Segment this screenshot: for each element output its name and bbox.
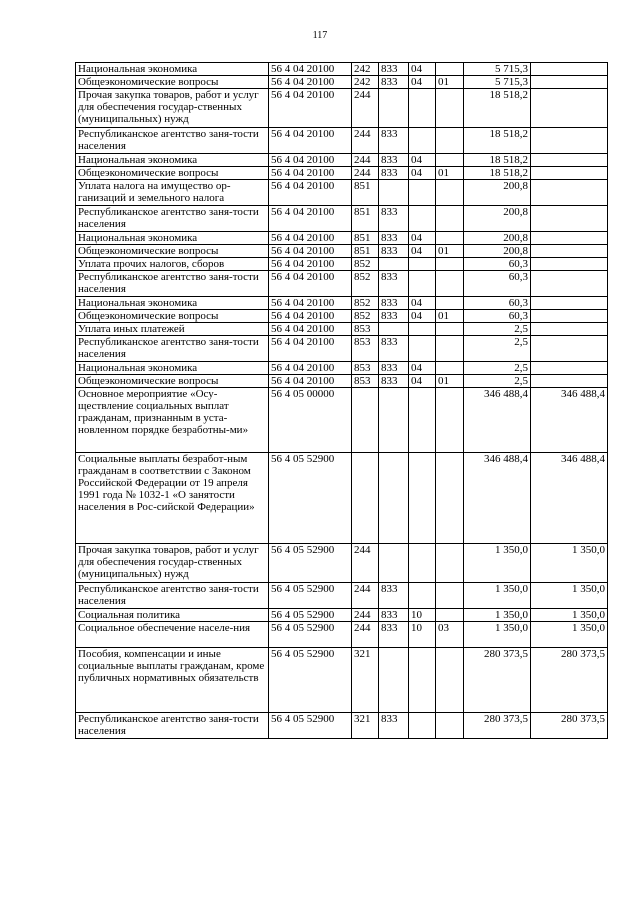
department-cell: 833: [379, 362, 409, 375]
target-code-cell: 56 4 04 20100: [269, 128, 352, 154]
expense-type-cell: [352, 388, 379, 453]
expense-type-cell: 244: [352, 128, 379, 154]
amount-cell: 2,5: [464, 336, 531, 362]
row-name-cell: Национальная экономика: [76, 154, 269, 167]
table-row: [76, 362, 608, 375]
expense-type-cell: 851: [352, 206, 379, 232]
amount-cell: 280 373,5: [464, 648, 531, 713]
target-code-cell: 56 4 04 20100: [269, 206, 352, 232]
expense-type-cell: 321: [352, 713, 379, 739]
department-cell: 833: [379, 375, 409, 388]
department-cell: 833: [379, 310, 409, 323]
subsection-cell: [436, 63, 464, 76]
amount-cell: 200,8: [464, 245, 531, 258]
table-row: [76, 128, 608, 154]
target-code-cell: 56 4 04 20100: [269, 63, 352, 76]
department-cell: [379, 544, 409, 583]
expense-type-cell: 853: [352, 362, 379, 375]
subsection-cell: [436, 271, 464, 297]
amount-cell: [531, 154, 608, 167]
table-row: [76, 648, 608, 713]
subsection-cell: [436, 128, 464, 154]
table-row: [76, 622, 608, 648]
department-cell: [379, 180, 409, 206]
table-row: [76, 336, 608, 362]
table-row: [76, 375, 608, 388]
row-name-cell: Социальное обеспечение населе-ния: [76, 622, 269, 648]
expense-type-cell: 851: [352, 180, 379, 206]
section-cell: 10: [409, 609, 436, 622]
department-cell: 833: [379, 609, 409, 622]
department-cell: 833: [379, 583, 409, 609]
row-name-cell: Уплата прочих налогов, сборов: [76, 258, 269, 271]
amount-cell: [531, 76, 608, 89]
target-code-cell: 56 4 04 20100: [269, 245, 352, 258]
expense-type-cell: 852: [352, 271, 379, 297]
amount-cell: [531, 206, 608, 232]
amount-cell: [531, 336, 608, 362]
amount-cell: [531, 180, 608, 206]
section-cell: [409, 258, 436, 271]
subsection-cell: 01: [436, 76, 464, 89]
amount-cell: [531, 245, 608, 258]
expense-type-cell: 244: [352, 622, 379, 648]
row-name-cell: Общеэкономические вопросы: [76, 310, 269, 323]
expense-type-cell: 244: [352, 609, 379, 622]
expense-type-cell: 853: [352, 336, 379, 362]
amount-cell: 1 350,0: [464, 544, 531, 583]
table-row: [76, 310, 608, 323]
row-name-cell: Прочая закупка товаров, работ и услуг для обеспечения государ-ственных (муниципальных) нужд: [76, 544, 269, 583]
row-name-cell: Республиканское агентство заня-тости населения: [76, 336, 269, 362]
target-code-cell: 56 4 04 20100: [269, 76, 352, 89]
row-name-cell: Республиканское агентство заня-тости населения: [76, 583, 269, 609]
target-code-cell: 56 4 04 20100: [269, 271, 352, 297]
target-code-cell: 56 4 04 20100: [269, 89, 352, 128]
section-cell: [409, 128, 436, 154]
subsection-cell: [436, 583, 464, 609]
target-code-cell: 56 4 04 20100: [269, 362, 352, 375]
section-cell: 04: [409, 375, 436, 388]
section-cell: 04: [409, 154, 436, 167]
subsection-cell: [436, 609, 464, 622]
target-code-cell: 56 4 04 20100: [269, 297, 352, 310]
section-cell: [409, 180, 436, 206]
budget-table-body: [76, 63, 608, 739]
department-cell: 833: [379, 713, 409, 739]
target-code-cell: 56 4 05 52900: [269, 648, 352, 713]
target-code-cell: 56 4 05 52900: [269, 453, 352, 544]
table-row: [76, 206, 608, 232]
amount-cell: [531, 323, 608, 336]
expense-type-cell: 852: [352, 258, 379, 271]
amount-cell: 346 488,4: [531, 388, 608, 453]
amount-cell: 2,5: [464, 375, 531, 388]
expense-type-cell: 242: [352, 63, 379, 76]
row-name-cell: Общеэкономические вопросы: [76, 375, 269, 388]
amount-cell: 1 350,0: [464, 583, 531, 609]
table-row: [76, 154, 608, 167]
department-cell: 833: [379, 63, 409, 76]
amount-cell: 200,8: [464, 232, 531, 245]
department-cell: 833: [379, 206, 409, 232]
amount-cell: 18 518,2: [464, 89, 531, 128]
section-cell: [409, 388, 436, 453]
table-row: [76, 232, 608, 245]
section-cell: [409, 583, 436, 609]
row-name-cell: Основное мероприятие «Осу-ществление социальных выплат гражданам, признанным в уста-новленном порядке безработны-ми»: [76, 388, 269, 453]
amount-cell: [531, 167, 608, 180]
target-code-cell: 56 4 04 20100: [269, 154, 352, 167]
expense-type-cell: 851: [352, 232, 379, 245]
department-cell: 833: [379, 232, 409, 245]
amount-cell: 280 373,5: [464, 713, 531, 739]
budget-table: [75, 62, 608, 739]
department-cell: 833: [379, 167, 409, 180]
row-name-cell: Национальная экономика: [76, 63, 269, 76]
table-row: [76, 89, 608, 128]
row-name-cell: Республиканское агентство заня-тости населения: [76, 271, 269, 297]
subsection-cell: [436, 336, 464, 362]
amount-cell: 2,5: [464, 323, 531, 336]
section-cell: 04: [409, 297, 436, 310]
target-code-cell: 56 4 05 52900: [269, 713, 352, 739]
subsection-cell: [436, 206, 464, 232]
amount-cell: 1 350,0: [531, 609, 608, 622]
section-cell: 04: [409, 310, 436, 323]
amount-cell: 1 350,0: [464, 622, 531, 648]
subsection-cell: 01: [436, 310, 464, 323]
expense-type-cell: 244: [352, 583, 379, 609]
department-cell: [379, 388, 409, 453]
row-name-cell: Общеэкономические вопросы: [76, 76, 269, 89]
amount-cell: 200,8: [464, 180, 531, 206]
amount-cell: 60,3: [464, 271, 531, 297]
amount-cell: [531, 362, 608, 375]
row-name-cell: Пособия, компенсации и иные социальные выплаты гражданам, кроме публичных нормативных обязательств: [76, 648, 269, 713]
amount-cell: 60,3: [464, 258, 531, 271]
amount-cell: 346 488,4: [464, 388, 531, 453]
table-row: [76, 245, 608, 258]
row-name-cell: Прочая закупка товаров, работ и услуг для обеспечения государ-ственных (муниципальных) нужд: [76, 89, 269, 128]
amount-cell: 18 518,2: [464, 167, 531, 180]
expense-type-cell: 853: [352, 375, 379, 388]
subsection-cell: [436, 648, 464, 713]
table-row: [76, 609, 608, 622]
row-name-cell: Республиканское агентство заня-тости населения: [76, 206, 269, 232]
subsection-cell: [436, 258, 464, 271]
target-code-cell: 56 4 05 52900: [269, 544, 352, 583]
row-name-cell: Общеэкономические вопросы: [76, 245, 269, 258]
expense-type-cell: 852: [352, 297, 379, 310]
row-name-cell: Общеэкономические вопросы: [76, 167, 269, 180]
table-row: [76, 544, 608, 583]
expense-type-cell: 852: [352, 310, 379, 323]
section-cell: [409, 453, 436, 544]
amount-cell: 200,8: [464, 206, 531, 232]
section-cell: 04: [409, 63, 436, 76]
amount-cell: [531, 310, 608, 323]
table-row: [76, 713, 608, 739]
subsection-cell: [436, 713, 464, 739]
target-code-cell: 56 4 04 20100: [269, 180, 352, 206]
amount-cell: [531, 375, 608, 388]
target-code-cell: 56 4 05 00000: [269, 388, 352, 453]
expense-type-cell: 853: [352, 323, 379, 336]
amount-cell: [531, 89, 608, 128]
section-cell: [409, 271, 436, 297]
amount-cell: 5 715,3: [464, 76, 531, 89]
row-name-cell: Национальная экономика: [76, 297, 269, 310]
subsection-cell: [436, 297, 464, 310]
amount-cell: [531, 63, 608, 76]
amount-cell: 60,3: [464, 297, 531, 310]
amount-cell: 1 350,0: [464, 609, 531, 622]
department-cell: 833: [379, 76, 409, 89]
subsection-cell: 01: [436, 375, 464, 388]
amount-cell: 60,3: [464, 310, 531, 323]
amount-cell: 1 350,0: [531, 544, 608, 583]
subsection-cell: [436, 362, 464, 375]
target-code-cell: 56 4 05 52900: [269, 622, 352, 648]
row-name-cell: Социальная политика: [76, 609, 269, 622]
row-name-cell: Республиканское агентство заня-тости населения: [76, 128, 269, 154]
target-code-cell: 56 4 04 20100: [269, 258, 352, 271]
expense-type-cell: 851: [352, 245, 379, 258]
section-cell: [409, 713, 436, 739]
table-row: [76, 63, 608, 76]
section-cell: 04: [409, 245, 436, 258]
expense-type-cell: 244: [352, 544, 379, 583]
subsection-cell: 03: [436, 622, 464, 648]
department-cell: 833: [379, 128, 409, 154]
amount-cell: 1 350,0: [531, 583, 608, 609]
amount-cell: 2,5: [464, 362, 531, 375]
table-row: [76, 583, 608, 609]
amount-cell: [531, 297, 608, 310]
amount-cell: 280 373,5: [531, 648, 608, 713]
subsection-cell: [436, 323, 464, 336]
target-code-cell: 56 4 04 20100: [269, 323, 352, 336]
amount-cell: 18 518,2: [464, 128, 531, 154]
row-name-cell: Уплата иных платежей: [76, 323, 269, 336]
department-cell: [379, 453, 409, 544]
table-row: [76, 323, 608, 336]
amount-cell: 346 488,4: [531, 453, 608, 544]
table-row: [76, 258, 608, 271]
section-cell: [409, 544, 436, 583]
row-name-cell: Уплата налога на имущество ор-ганизаций и земельного налога: [76, 180, 269, 206]
section-cell: [409, 648, 436, 713]
department-cell: 833: [379, 271, 409, 297]
subsection-cell: [436, 232, 464, 245]
department-cell: 833: [379, 622, 409, 648]
section-cell: [409, 89, 436, 128]
amount-cell: 18 518,2: [464, 154, 531, 167]
page-number: 117: [312, 30, 328, 41]
department-cell: [379, 89, 409, 128]
section-cell: 04: [409, 76, 436, 89]
table-row: [76, 388, 608, 453]
table-row: [76, 453, 608, 544]
subsection-cell: [436, 453, 464, 544]
subsection-cell: 01: [436, 245, 464, 258]
row-name-cell: Национальная экономика: [76, 362, 269, 375]
expense-type-cell: 321: [352, 648, 379, 713]
amount-cell: 1 350,0: [531, 622, 608, 648]
target-code-cell: 56 4 05 52900: [269, 609, 352, 622]
target-code-cell: 56 4 04 20100: [269, 167, 352, 180]
section-cell: 04: [409, 167, 436, 180]
section-cell: 10: [409, 622, 436, 648]
target-code-cell: 56 4 04 20100: [269, 375, 352, 388]
section-cell: [409, 323, 436, 336]
department-cell: [379, 323, 409, 336]
row-name-cell: Республиканское агентство заня-тости населения: [76, 713, 269, 739]
amount-cell: 5 715,3: [464, 63, 531, 76]
section-cell: 04: [409, 232, 436, 245]
department-cell: [379, 258, 409, 271]
expense-type-cell: 244: [352, 89, 379, 128]
table-row: [76, 76, 608, 89]
target-code-cell: 56 4 04 20100: [269, 336, 352, 362]
subsection-cell: [436, 180, 464, 206]
section-cell: [409, 336, 436, 362]
section-cell: [409, 206, 436, 232]
subsection-cell: [436, 89, 464, 128]
subsection-cell: [436, 544, 464, 583]
department-cell: 833: [379, 297, 409, 310]
table-row: [76, 180, 608, 206]
department-cell: 833: [379, 336, 409, 362]
department-cell: 833: [379, 245, 409, 258]
amount-cell: [531, 271, 608, 297]
table-row: [76, 297, 608, 310]
subsection-cell: 01: [436, 167, 464, 180]
expense-type-cell: [352, 453, 379, 544]
amount-cell: [531, 258, 608, 271]
department-cell: 833: [379, 154, 409, 167]
target-code-cell: 56 4 04 20100: [269, 310, 352, 323]
subsection-cell: [436, 388, 464, 453]
table-row: [76, 271, 608, 297]
amount-cell: 280 373,5: [531, 713, 608, 739]
table-row: [76, 167, 608, 180]
target-code-cell: 56 4 05 52900: [269, 583, 352, 609]
amount-cell: [531, 232, 608, 245]
expense-type-cell: 242: [352, 76, 379, 89]
amount-cell: 346 488,4: [464, 453, 531, 544]
amount-cell: [531, 128, 608, 154]
row-name-cell: Социальные выплаты безработ-ным гражданам в соответствии с Законом Российской Федерации от 19 апреля 1991 года № 1032-1 «О занятости населения в Рос-сийской Федерации»: [76, 453, 269, 544]
department-cell: [379, 648, 409, 713]
expense-type-cell: 244: [352, 154, 379, 167]
section-cell: 04: [409, 362, 436, 375]
subsection-cell: [436, 154, 464, 167]
expense-type-cell: 244: [352, 167, 379, 180]
row-name-cell: Национальная экономика: [76, 232, 269, 245]
target-code-cell: 56 4 04 20100: [269, 232, 352, 245]
